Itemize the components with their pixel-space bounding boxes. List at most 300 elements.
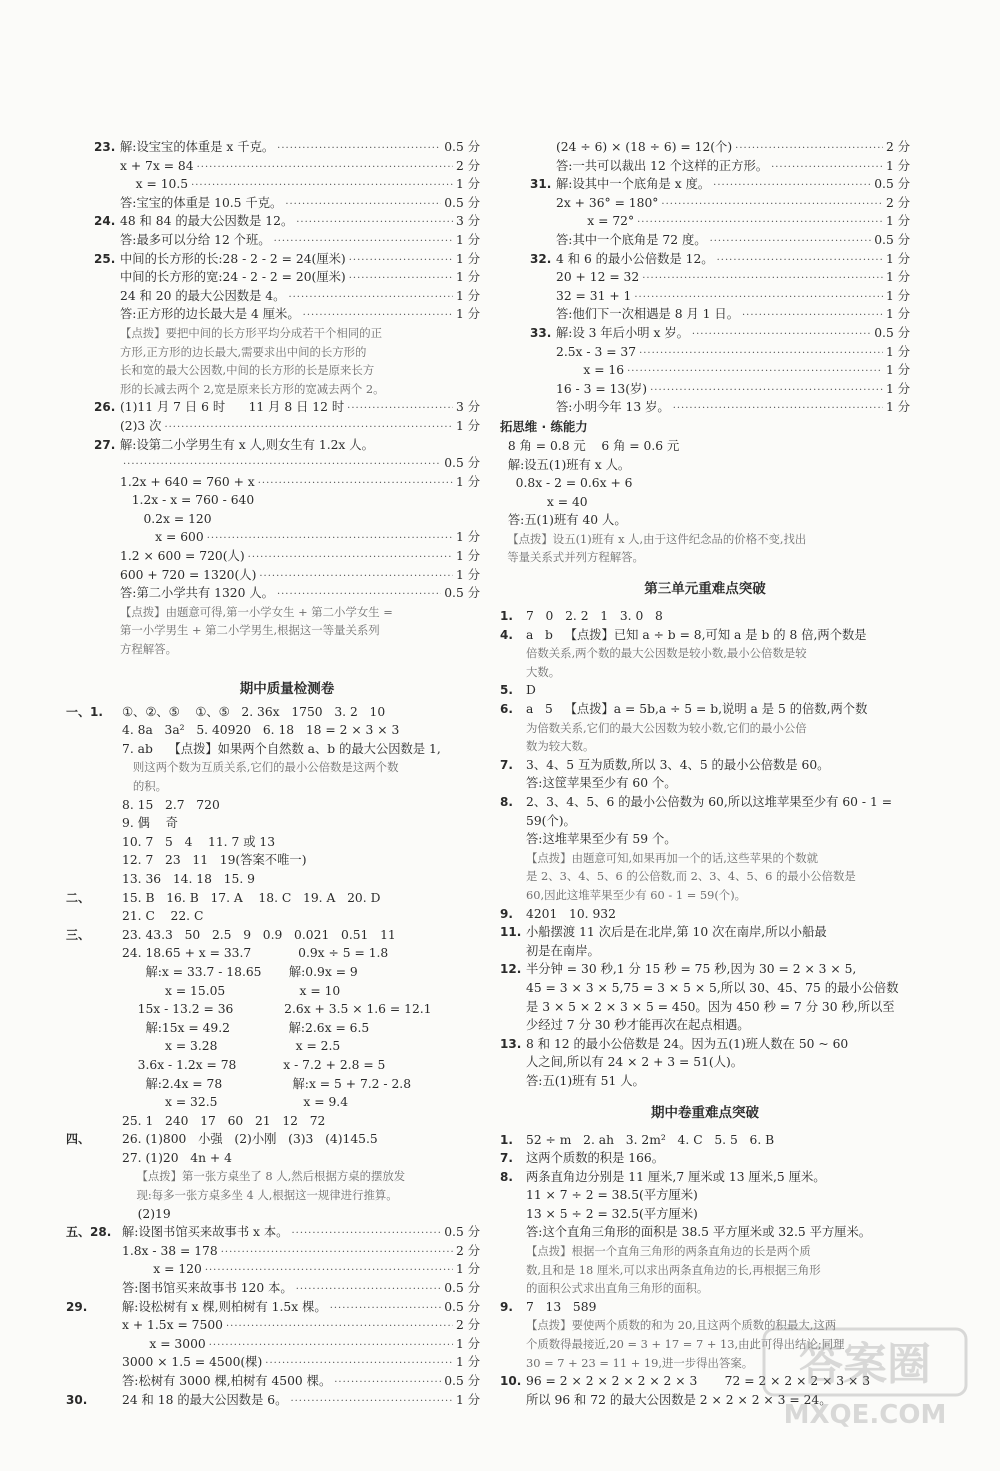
score: 1 分 bbox=[885, 381, 910, 396]
watermark-text: 答案圈 bbox=[799, 1339, 931, 1390]
answer-text: 答:宝宝的体重是 10.5 千克。 bbox=[120, 195, 283, 210]
answer-text: 7 13 589 bbox=[526, 1299, 597, 1314]
answer-text: 15. B 16. B 17. A 18. C 19. A 20. D bbox=[122, 890, 381, 905]
item-number: 5. bbox=[500, 683, 513, 698]
leader-dots bbox=[274, 233, 453, 250]
answer-text: 4. 8a 3a² 5. 40920 6. 18 18 = 2 × 3 × 3 bbox=[122, 723, 400, 738]
score: 0.5 分 bbox=[444, 1281, 480, 1296]
item-number: 9. bbox=[500, 1299, 513, 1314]
leader-dots bbox=[164, 419, 453, 436]
answers-23-27 bbox=[94, 138, 480, 659]
answer-line bbox=[500, 626, 910, 645]
answer-text: 9. 偶 奇 bbox=[122, 816, 178, 831]
score: 0.5 分 bbox=[444, 195, 480, 210]
hint-text: 等量关系式并列方程解答。 bbox=[500, 550, 644, 565]
answer-line bbox=[500, 830, 910, 849]
answer-text: 解:设第二小学男生有 x 人,则女生有 1.2x 人。 bbox=[120, 437, 374, 452]
extension-answers bbox=[500, 437, 910, 567]
leader-dots bbox=[290, 1393, 453, 1410]
answer-text: 解:x = 33.7 - 18.65 解:0.9x = 9 bbox=[122, 964, 358, 979]
score: 1 分 bbox=[455, 251, 480, 266]
leader-dots bbox=[123, 456, 441, 473]
leader-dots bbox=[637, 214, 883, 231]
answer-line bbox=[94, 212, 480, 231]
hint-text: 30 = 7 + 23 = 11 + 19,进一步得出答案。 bbox=[526, 1355, 754, 1370]
answer-line bbox=[500, 1279, 910, 1298]
unit3-title: 第三单元重难点突破 bbox=[644, 581, 766, 598]
hint-text: 的积。 bbox=[122, 779, 168, 793]
answer-line bbox=[66, 1391, 480, 1410]
answer-text: 0.8x - 2 = 0.6x + 6 bbox=[500, 476, 633, 491]
leader-dots bbox=[285, 196, 441, 213]
answer-line bbox=[66, 1260, 480, 1279]
answer-line bbox=[500, 607, 910, 626]
unit3-answers bbox=[500, 607, 910, 1090]
answer-text: x = 16 bbox=[556, 363, 625, 378]
item-number: 四、 bbox=[66, 1132, 91, 1147]
answer-text: x = 3.28 x = 2.5 bbox=[122, 1039, 341, 1054]
answer-line bbox=[530, 157, 910, 176]
item-number: 二、 bbox=[66, 890, 91, 905]
hint-text: 方形,正方形的边长最大,需要求出中间的长方形的 bbox=[120, 344, 367, 359]
answer-line bbox=[66, 1372, 480, 1391]
answer-text: (1)11 月 7 日 6 时 11 月 8 日 12 时 bbox=[120, 400, 345, 415]
score: 0.5 分 bbox=[444, 1225, 480, 1240]
item-number: 25. bbox=[94, 251, 116, 266]
score: 1 分 bbox=[455, 307, 480, 322]
answer-text: 中间的长方形的宽:24 - 2 - 2 = 20(厘米) bbox=[120, 270, 346, 285]
answer-text: 初是在南岸。 bbox=[526, 943, 600, 958]
answer-line bbox=[66, 833, 480, 852]
answer-text: 答:第二小学共有 1320 人。 bbox=[120, 586, 274, 601]
answer-text: 答:这个直角三角形的面积是 38.5 平方厘米或 32.5 平方厘米。 bbox=[526, 1225, 872, 1240]
answer-line bbox=[530, 361, 910, 380]
answer-line bbox=[94, 157, 480, 176]
item-number: 24. bbox=[94, 214, 116, 229]
item-number: 五、28. bbox=[66, 1225, 112, 1240]
answer-text: 答:一共可以裁出 12 个这样的正方形。 bbox=[556, 158, 769, 173]
midterm-key-title: 期中卷重难点突破 bbox=[651, 1104, 759, 1121]
answer-line bbox=[94, 491, 480, 510]
score: 2 分 bbox=[455, 158, 480, 173]
score: 1 分 bbox=[885, 270, 910, 285]
hint-text: 为倍数关系,它们的最大公因数为较小数,它们的最小公倍 bbox=[526, 720, 807, 735]
leader-dots bbox=[735, 140, 883, 157]
answer-line bbox=[500, 700, 910, 719]
answer-line bbox=[500, 1223, 910, 1242]
answer-line bbox=[66, 703, 480, 722]
answer-line bbox=[94, 268, 480, 287]
hint-text: 【点拨】要把中间的长方形平均分成若干个相同的正 bbox=[120, 325, 382, 340]
answer-text: 答:五(1)班有 40 人。 bbox=[500, 513, 627, 528]
hint-text: 数为较大数。 bbox=[526, 739, 595, 754]
answer-text: 这两个质数的积是 166。 bbox=[526, 1151, 665, 1166]
answer-line bbox=[530, 231, 910, 250]
answer-text: 答:这堆苹果至少有 59 个。 bbox=[526, 832, 677, 847]
item-number: 三、 bbox=[66, 927, 91, 942]
score: 0.5 分 bbox=[874, 177, 910, 192]
answer-line bbox=[500, 511, 910, 530]
leader-dots bbox=[713, 177, 871, 194]
answer-line bbox=[66, 1298, 480, 1317]
answer-text: 11 × 7 ÷ 2 = 38.5(平方厘米) bbox=[526, 1188, 698, 1203]
hint-text: 【点拨】由题意可知,如果再加一个的话,这些苹果的个数就 bbox=[526, 850, 819, 865]
answer-line bbox=[500, 979, 910, 998]
answer-line bbox=[94, 138, 480, 157]
leader-dots bbox=[248, 549, 453, 566]
answer-line bbox=[66, 1130, 480, 1149]
hint-text: 形的长减去两个 2,宽是原来长方形的宽减去两个 2。 bbox=[120, 381, 385, 396]
answer-text: 解:设图书馆买来故事书 x 本。 bbox=[122, 1225, 289, 1240]
answer-text: 半分钟 = 30 秒,1 分 15 秒 = 75 秒,因为 30 = 2 × 3 × 5, bbox=[526, 962, 857, 977]
score: 2 分 bbox=[885, 140, 910, 154]
answer-line bbox=[500, 737, 910, 756]
answers-30-33 bbox=[530, 138, 910, 417]
answer-text: x = 3000 bbox=[122, 1336, 206, 1351]
answer-text: D bbox=[526, 683, 536, 698]
answer-text: 答:最多可以分给 12 个班。 bbox=[120, 232, 271, 247]
answer-text: 解:设松树有 x 棵,则柏树有 1.5x 棵。 bbox=[122, 1299, 327, 1314]
answer-text: 8. 15 2.7 720 bbox=[122, 797, 220, 812]
answer-line bbox=[94, 231, 480, 250]
extension-title: 拓思维 · 练能力 bbox=[500, 418, 588, 434]
answer-line bbox=[66, 1093, 480, 1112]
answer-line bbox=[94, 566, 480, 585]
answer-text: 解:设 3 年后小明 x 岁。 bbox=[556, 325, 689, 340]
answer-text: x + 7x = 84 bbox=[120, 158, 194, 173]
score: 1 分 bbox=[455, 1355, 480, 1370]
answer-line bbox=[500, 1298, 910, 1317]
item-number: 26. bbox=[94, 400, 116, 415]
answer-line bbox=[94, 436, 480, 455]
answer-line bbox=[94, 640, 480, 659]
column-middle bbox=[66, 138, 480, 1409]
answer-line bbox=[530, 212, 910, 231]
answer-line bbox=[500, 437, 910, 456]
answer-text: 4201 10. 932 bbox=[526, 906, 616, 921]
answer-line bbox=[530, 343, 910, 362]
answer-line bbox=[530, 194, 910, 213]
answer-line bbox=[66, 1186, 480, 1205]
answer-text: 32 = 31 + 1 bbox=[556, 288, 632, 303]
leader-dots bbox=[330, 1300, 442, 1317]
answer-line bbox=[94, 361, 480, 380]
answer-text: 0.2x = 120 bbox=[120, 511, 212, 526]
answer-line bbox=[500, 548, 910, 567]
answer-line bbox=[66, 907, 480, 926]
answer-text: 26. (1)800 小强 (2)小刚 (3)3 (4)145.5 bbox=[122, 1132, 378, 1147]
item-number: 13. bbox=[500, 1036, 522, 1051]
hint-text: 【点拨】第一张方桌坐了 8 人,然后根据方桌的摆放发 bbox=[122, 1169, 406, 1184]
leader-dots bbox=[197, 159, 453, 176]
answer-text: 3.6x - 1.2x = 78 x - 7.2 + 2.8 = 5 bbox=[122, 1057, 386, 1072]
answer-text: 2、3、4、5、6 的最小公倍数为 60,所以这堆苹果至少有 60 - 1 = bbox=[526, 795, 892, 809]
answer-line bbox=[66, 944, 480, 963]
score: 1 分 bbox=[455, 530, 480, 545]
hint-text: 个质数得最接近,20 = 3 + 17 = 7 + 13,由此可得出结论;同理 bbox=[526, 1337, 845, 1352]
answer-text: 59(个)。 bbox=[526, 813, 576, 828]
answer-line bbox=[94, 417, 480, 436]
score: 2 分 bbox=[455, 1243, 480, 1258]
answer-line bbox=[530, 175, 910, 194]
answer-line bbox=[66, 889, 480, 908]
answer-line bbox=[500, 681, 910, 700]
answer-text: 48 和 84 的最大公因数是 12。 bbox=[120, 214, 294, 229]
answer-text: x = 72° bbox=[556, 214, 635, 229]
hint-text: 是 2、3、4、5、6 的公倍数,而 2、3、4、5、6 的最小公倍数是 bbox=[526, 869, 856, 884]
answer-line bbox=[500, 923, 910, 942]
leader-dots bbox=[710, 233, 872, 250]
answer-text: 27. (1)20 4n + 4 bbox=[122, 1150, 232, 1165]
score: 1 分 bbox=[885, 251, 910, 266]
leader-dots bbox=[209, 1337, 453, 1354]
item-number: 27. bbox=[94, 437, 116, 452]
answer-line bbox=[94, 398, 480, 417]
answer-line bbox=[66, 1056, 480, 1075]
leader-dots bbox=[258, 475, 453, 492]
hint-text: 倍数关系,两个数的最大公因数是较小数,最小公倍数是较 bbox=[526, 646, 807, 661]
score: 0.5 分 bbox=[444, 1299, 480, 1314]
answer-line bbox=[500, 456, 910, 475]
answer-text: 52 ÷ m 2. ah 3. 2m² 4. C 5. 5 6. B bbox=[526, 1132, 775, 1147]
score: 1 分 bbox=[455, 232, 480, 247]
score: 1 分 bbox=[455, 567, 480, 582]
answer-text: 答:他们下一次相遇是 8 月 1 日。 bbox=[556, 307, 739, 322]
answer-text: 10. 7 5 4 11. 7 或 13 bbox=[122, 834, 276, 849]
item-number: 11. bbox=[500, 925, 522, 940]
answer-text: 600 + 720 = 1320(人) bbox=[120, 567, 257, 582]
answer-line bbox=[500, 493, 910, 512]
answer-text: 是 3 × 5 × 2 × 3 × 5 = 450。因为 450 秒 = 7 分 30 秒,所以至 bbox=[526, 999, 895, 1014]
answer-text: 23. 43.3 50 2.5 9 0.9 0.021 0.51 11 bbox=[122, 927, 396, 942]
answer-text: 7 0 2. 2 1 3. 0 8 bbox=[526, 609, 663, 624]
answer-line bbox=[66, 870, 480, 889]
score: 1 分 bbox=[455, 270, 480, 285]
answer-text: (24 ÷ 6) × (18 ÷ 6) = 12(个) bbox=[556, 140, 733, 154]
answer-text: 8 和 12 的最小公倍数是 24。因为五(1)班人数在 50 ~ 60 bbox=[526, 1036, 849, 1051]
answer-text: a b 【点拨】已知 a ÷ b = 8,可知 a 是 b 的 8 倍,两个数是 bbox=[526, 627, 867, 642]
answer-line bbox=[500, 1205, 910, 1224]
answer-text: 25. 1 240 17 60 21 12 72 bbox=[122, 1113, 326, 1128]
leader-dots bbox=[692, 326, 871, 343]
answer-line bbox=[66, 1112, 480, 1131]
answer-line bbox=[94, 528, 480, 547]
item-number: 31. bbox=[530, 177, 552, 192]
answer-line bbox=[500, 1053, 910, 1072]
answer-line bbox=[66, 1205, 480, 1224]
answer-line bbox=[66, 1075, 480, 1094]
answer-text: a 5 【点拨】a = 5b,a ÷ 5 = b,说明 a 是 5 的倍数,两个数 bbox=[526, 702, 868, 717]
answer-line bbox=[94, 343, 480, 362]
answer-line bbox=[530, 305, 910, 324]
leader-dots bbox=[742, 307, 883, 324]
answer-line bbox=[66, 1335, 480, 1354]
item-number: 23. bbox=[94, 140, 116, 154]
answer-text: 1.8x - 38 = 178 bbox=[122, 1243, 218, 1258]
hint-text: 的面积公式求出直角三角形的面积。 bbox=[526, 1281, 709, 1296]
leader-dots bbox=[642, 270, 883, 287]
answer-line bbox=[66, 851, 480, 870]
answer-line bbox=[530, 138, 910, 157]
answer-text: 人之间,所以有 24 × 2 + 3 = 51(人)。 bbox=[526, 1055, 744, 1070]
answer-line bbox=[94, 547, 480, 566]
score: 3 分 bbox=[455, 400, 480, 415]
leader-dots bbox=[771, 159, 883, 176]
answer-text: 3、4、5 互为质数,所以 3、4、5 的最小公倍数是 60。 bbox=[526, 757, 830, 772]
score: 0.5 分 bbox=[444, 140, 480, 154]
answer-line bbox=[66, 721, 480, 740]
answer-line bbox=[66, 1223, 480, 1242]
answer-text: 2x + 36° = 180° bbox=[556, 195, 659, 210]
leader-dots bbox=[207, 530, 453, 547]
hint-text: 长和宽的最大公因数,中间的长方形的长是原来长方 bbox=[120, 363, 375, 378]
leader-dots bbox=[347, 400, 453, 417]
answer-text: 13 × 5 ÷ 2 = 32.5(平方厘米) bbox=[526, 1206, 698, 1221]
answer-text: 15x - 13.2 = 36 2.6x + 3.5 × 1.6 = 12.1 bbox=[122, 1002, 432, 1017]
leader-dots bbox=[627, 363, 883, 380]
answer-line bbox=[66, 1000, 480, 1019]
answer-line bbox=[500, 886, 910, 905]
item-number: 1. bbox=[500, 1132, 513, 1147]
hint-text: 【点拨】要使两个质数的和为 20,且这两个质数的积最大,这两 bbox=[526, 1318, 837, 1333]
answer-text: x = 600 bbox=[120, 530, 204, 545]
score: 1 分 bbox=[885, 307, 910, 322]
midterm-title: 期中质量检测卷 bbox=[239, 680, 335, 697]
answer-text: 1.2x - x = 760 - 640 bbox=[120, 493, 255, 508]
answer-text: x = 120 bbox=[122, 1262, 202, 1277]
answer-text: 小船摆渡 11 次后是在北岸,第 10 次在南岸,所以小船最 bbox=[526, 925, 827, 940]
score: 0.5 分 bbox=[874, 325, 910, 340]
score: 1 分 bbox=[455, 1392, 480, 1407]
answer-line bbox=[66, 740, 480, 759]
item-number: 30. bbox=[66, 1392, 88, 1407]
answer-line bbox=[66, 1037, 480, 1056]
leader-dots bbox=[226, 1318, 453, 1335]
answer-text: 1.2 × 600 = 720(人) bbox=[120, 549, 245, 564]
answer-text: 13. 36 14. 18 15. 9 bbox=[122, 871, 255, 886]
answer-line bbox=[500, 1261, 910, 1280]
answer-text: 24. 18.65 + x = 33.7 0.9x ÷ 5 = 1.8 bbox=[122, 946, 389, 961]
answer-line bbox=[500, 812, 910, 831]
answer-line bbox=[66, 982, 480, 1001]
answer-line bbox=[530, 324, 910, 343]
leader-dots bbox=[650, 382, 883, 399]
hint-text: 方程解答。 bbox=[120, 642, 177, 657]
answer-text: 24 和 20 的最大公因数是 4。 bbox=[120, 288, 286, 303]
answer-line bbox=[530, 398, 910, 417]
hint-text: 【点拨】由题意可得,第一小学女生 + 第二小学女生 = bbox=[120, 604, 393, 619]
answer-line bbox=[500, 719, 910, 738]
answer-line bbox=[500, 1131, 910, 1150]
answer-line bbox=[94, 250, 480, 269]
leader-dots bbox=[349, 252, 453, 269]
score: 1 分 bbox=[885, 158, 910, 173]
answer-line bbox=[94, 324, 480, 343]
item-number: 8. bbox=[500, 795, 513, 809]
watermark-url: MXQE.COM bbox=[783, 1400, 947, 1430]
hint-text: 大数。 bbox=[526, 664, 561, 679]
score: 0.5 分 bbox=[444, 1374, 480, 1388]
score: 1 分 bbox=[455, 288, 480, 303]
leader-dots bbox=[717, 252, 883, 269]
answer-text: 答:图书馆买来故事书 120 本。 bbox=[122, 1281, 293, 1296]
answer-line bbox=[94, 510, 480, 529]
answer-line bbox=[66, 1167, 480, 1186]
answers-28-30 bbox=[66, 1223, 480, 1409]
answer-text: 答:五(1)班有 51 人。 bbox=[526, 1073, 645, 1088]
answer-text: 答:松树有 3000 棵,柏树有 4500 棵。 bbox=[122, 1374, 332, 1388]
answer-line bbox=[530, 287, 910, 306]
score: 1 分 bbox=[455, 1262, 480, 1277]
score: 1 分 bbox=[885, 344, 910, 359]
answer-text: x = 32.5 x = 9.4 bbox=[122, 1095, 349, 1110]
item-number: 9. bbox=[500, 906, 513, 921]
leader-dots bbox=[349, 270, 453, 287]
item-number: 33. bbox=[530, 325, 552, 340]
answer-line bbox=[94, 305, 480, 324]
answer-text: 解:15x = 49.2 解:2.6x = 6.5 bbox=[122, 1020, 370, 1035]
answer-line bbox=[500, 644, 910, 663]
score: 1 分 bbox=[455, 1336, 480, 1351]
leader-dots bbox=[191, 177, 453, 194]
answer-line bbox=[500, 849, 910, 868]
answer-text: 3000 × 1.5 = 4500(棵) bbox=[122, 1355, 263, 1370]
item-number: 6. bbox=[500, 702, 513, 717]
answer-line bbox=[66, 796, 480, 815]
answer-line bbox=[500, 1168, 910, 1187]
answer-line bbox=[530, 380, 910, 399]
leader-dots bbox=[639, 345, 883, 362]
hint-text: 数,且和是 18 厘米,可以求出两条直角边的长,再根据三角形 bbox=[526, 1262, 821, 1277]
answer-text: 解:设其中一个底角是 x 度。 bbox=[556, 177, 711, 192]
answer-line bbox=[500, 1016, 910, 1035]
answer-line bbox=[500, 998, 910, 1017]
score: 2 分 bbox=[455, 1318, 480, 1333]
column-right bbox=[500, 138, 910, 1409]
leader-dots bbox=[205, 1262, 453, 1279]
answer-text: 1.2x + 640 = 760 + x bbox=[120, 474, 255, 489]
answer-line bbox=[66, 1019, 480, 1038]
answer-text: 答:正方形的边长最大是 4 厘米。 bbox=[120, 307, 300, 322]
answer-line bbox=[94, 621, 480, 640]
score: 0.5 分 bbox=[444, 456, 480, 471]
answer-line bbox=[66, 1316, 480, 1335]
leader-dots bbox=[334, 1374, 441, 1391]
answer-text: 解:设五(1)班有 x 人。 bbox=[500, 457, 631, 472]
answer-text: (2)19 bbox=[122, 1206, 171, 1221]
answer-line bbox=[66, 963, 480, 982]
answer-line bbox=[500, 867, 910, 886]
answer-line bbox=[66, 1353, 480, 1372]
answer-text: x = 40 bbox=[500, 494, 588, 509]
score: 1 分 bbox=[885, 363, 910, 378]
answer-text: 4 和 6 的最小公倍数是 12。 bbox=[556, 251, 714, 266]
item-number: 一、1. bbox=[66, 704, 103, 719]
item-number: 12. bbox=[500, 962, 522, 977]
hint-text: 【点拨】设五(1)班有 x 人,由于这件纪念品的价格不变,找出 bbox=[500, 531, 807, 546]
answer-line bbox=[500, 1186, 910, 1205]
score: 1 分 bbox=[455, 549, 480, 564]
hint-text: 则这两个数为互质关系,它们的最小公倍数是这两个数 bbox=[122, 760, 399, 775]
answer-line bbox=[500, 530, 910, 549]
score: 3 分 bbox=[455, 214, 480, 229]
score: 0.5 分 bbox=[874, 232, 910, 247]
leader-dots bbox=[296, 1281, 442, 1298]
answer-text: 解:2.4x = 78 解:x = 5 + 7.2 - 2.8 bbox=[122, 1076, 412, 1091]
answer-text: 答:小明今年 13 岁。 bbox=[556, 400, 670, 415]
score: 1 分 bbox=[885, 214, 910, 229]
answer-text: 21. C 22. C bbox=[122, 909, 204, 924]
